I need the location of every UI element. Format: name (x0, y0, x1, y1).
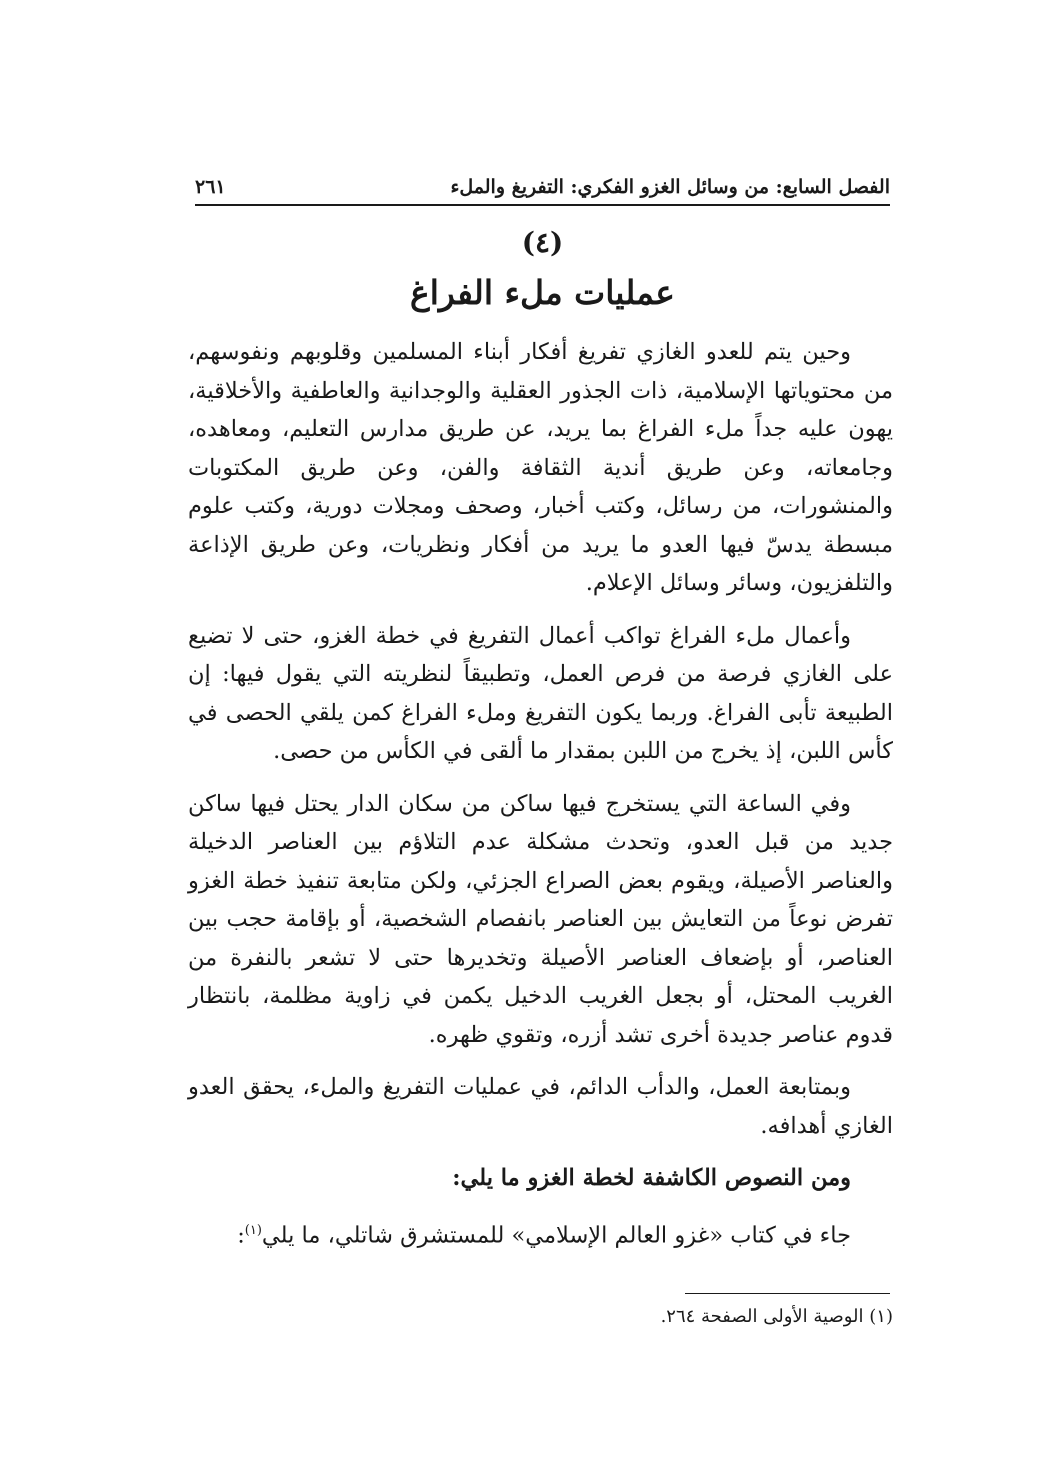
footnote-ref[interactable]: (١) (244, 1222, 262, 1238)
paragraph-4: وبمتابعة العمل، والدأب الدائم، في عمليات التفريغ والملء، يحقق العدو الغازي أهدافه. (188, 1074, 893, 1139)
chapter-title: الفصل السابع: من وسائل الغزو الفكري: التفريغ والملء (450, 176, 890, 198)
paragraph-1: وحين يتم للعدو الغازي تفريغ أفكار أبناء المسلمين وقلوبهم ونفوسهم، من محتوياتها الإسلامية، ذات الجذور العقلية والوجدانية والعاطفية والأخلاقية، يهون عليه جداً ملء الفراغ بما يريد، عن طريق مدارس التعليم، ومعاهده، وجامعاته، وعن طريق أندية الثقافة والفن، وعن طريق المكتوبات والمنشورات، من رسائل، وكتب أخبار، وصحف ومجلات دورية، وكتب علوم مبسطة يدسّ فيها العدو ما يريد من أفكار ونظريات، وعن طريق الإذاعة والتلفزيون، وسائر وسائل الإعلام. (188, 339, 893, 596)
quote-intro (188, 1212, 893, 1255)
section-number: (٤) (521, 226, 564, 259)
footnote: (١) الوصية الأولى الصفحة ٢٦٤. (660, 1306, 893, 1327)
header-divider (195, 204, 890, 206)
footnote-separator (685, 1293, 890, 1294)
paragraph-3: وفي الساعة التي يستخرج فيها ساكن من سكان الدار يحتل فيها ساكن جديد من قبل العدو، وتحدث مشكلة عدم التلاؤم بين العناصر الدخيلة والعناصر الأصيلة، ويقوم بعض الصراع الجزئي، ولكن متابعة تنفيذ خطة الغزو تفرض نوعاً من التعايش بين العناصر بانفصام الشخصية، أو بإقامة حجب بين العناصر، أو بإضعاف العناصر الأصيلة وتخديرها حتى لا تشعر بالنفرة من الغريب المحتل، أو بجعل الغريب الدخيل يكمن في زاوية مظلمة، بانتظار قدوم عناصر جديدة أخرى تشد أزره، وتقوي ظهره. (188, 790, 893, 1048)
quote-intro-colon: : (237, 1222, 245, 1248)
paragraph-2: وأعمال ملء الفراغ تواكب أعمال التفريغ في خطة الغزو، حتى لا تضيع على الغازي فرصة من فرص العمل، وتطبيقاً لنظريته التي يقول فيها: إن الطبيعة تأبى الفراغ. وربما يكون التفريغ وملء الفراغ كمن يلقي الحصى في كأس اللبن، إذ يخرج من اللبن بمقدار ما ألقى في الكأس من حصى. (188, 622, 893, 764)
page-number: ٢٦١ (195, 176, 226, 198)
running-header (195, 168, 890, 198)
quote-intro-text: جاء في كتاب «غزو العالم الإسلامي» للمستشرق شاتلي، ما يلي (261, 1222, 851, 1248)
texts-heading: ومن النصوص الكاشفة لخطة الغزو ما يلي: (452, 1165, 851, 1191)
body-text (188, 333, 893, 1255)
section-title: عمليات ملء الفراغ (410, 273, 675, 312)
